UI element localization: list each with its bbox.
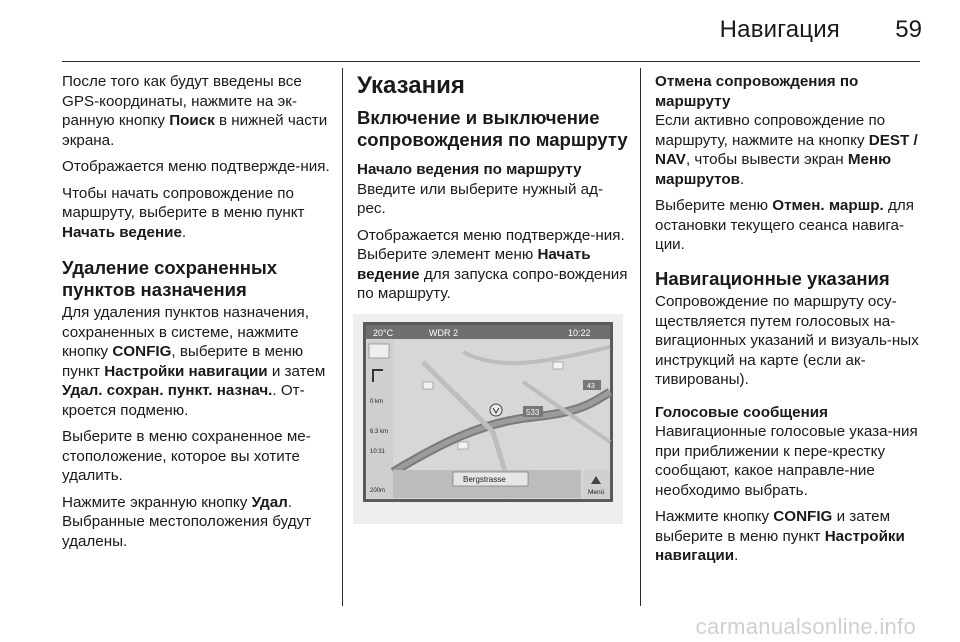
heading-voice-messages: Голосовые сообщения	[655, 403, 828, 421]
paragraph: Нажмите экранную кнопку Удал. Выбранные местоположения будут удалены.	[62, 493, 312, 550]
column-divider-1	[342, 68, 343, 606]
navigation-screen-photo	[353, 314, 623, 524]
watermark: carmanualsonline.info	[695, 614, 916, 639]
paragraph: Если активно сопровождение по маршруту, нажмите на кнопку DEST / NAV, чтобы вывести экран Меню маршрутов.	[655, 112, 918, 188]
paragraph: Отображается меню подтвержде-ния. Выберите элемент меню Начать ведение для запуска сопро-вождения по маршруту.	[357, 226, 628, 302]
column-middle	[357, 72, 629, 524]
header-rule	[62, 61, 920, 62]
heading-cancel-guidance: Отмена сопровождения по маршруту	[655, 73, 859, 110]
paragraph: Нажмите кнопку CONFIG и затем выберите в меню пункт Настройки навигации.	[655, 508, 905, 564]
radio-station: WDR 2	[429, 327, 458, 338]
paragraph: Чтобы начать сопровождение по маршруту, выберите в меню пункт Начать ведение.	[62, 184, 305, 241]
heading-guidance-toggle: Включение и выключение сопровождения по маршруту	[357, 107, 628, 150]
page-header	[0, 0, 960, 60]
paragraph: Выберите меню Отмен. маршр. для остановки текущего сеанса навига-ции.	[655, 197, 914, 253]
paragraph: Навигационные голосовые указа-ния при приближении к пере-крестку сообщают, какое направле-ние необходимо выбрать.	[655, 423, 918, 499]
page-number: 59	[895, 16, 922, 43]
temperature-readout: 20°C	[373, 327, 394, 338]
section-title: Навигация	[719, 16, 840, 43]
svg-text:200m: 200m	[370, 487, 386, 494]
column-divider-2	[640, 68, 641, 606]
heading-navigation-instructions: Навигационные указания	[655, 267, 890, 289]
svg-text:43: 43	[587, 382, 595, 390]
paragraph: После того как будут введены все GPS-координаты, нажмите на эк-ранную кнопку Поиск в нижней части экрана.	[62, 73, 328, 149]
paragraph: Отображается меню подтвержде-ния.	[62, 158, 330, 175]
map-screen-illustration	[363, 322, 613, 502]
menu-softkey: Menü	[588, 488, 605, 496]
current-street: Bergstrasse	[463, 474, 506, 484]
paragraph: Сопровождение по маршруту осу-ществляется путем голосовых на-вигационных указаний и визуаль-ных инструкций на карте (если ак-тивированы).	[655, 293, 919, 388]
svg-text:6.3 km: 6.3 km	[370, 428, 389, 435]
column-left	[62, 72, 337, 558]
svg-text:10:31: 10:31	[370, 448, 386, 455]
clock: 10:22	[568, 327, 591, 338]
column-right	[655, 72, 927, 573]
heading-start-guidance: Начало ведения по маршруту	[357, 161, 582, 178]
svg-text:0 km: 0 km	[370, 398, 384, 405]
heading-instructions: Указания	[357, 72, 465, 99]
heading-delete-destinations: Удаление сохраненных пунктов назначения	[62, 257, 278, 300]
paragraph: Выберите в меню сохраненное ме-стоположение, которое вы хотите удалить.	[62, 428, 311, 484]
paragraph: Введите или выберите нужный ад-рес.	[357, 180, 604, 217]
svg-text:533: 533	[526, 407, 540, 417]
paragraph: Для удаления пунктов назначения, сохраненных в системе, нажмите кнопку CONFIG, выберите в меню пункт Настройки навигации и затем Удал. сохран. пункт. назнач.. От-кроется подменю.	[62, 304, 326, 419]
